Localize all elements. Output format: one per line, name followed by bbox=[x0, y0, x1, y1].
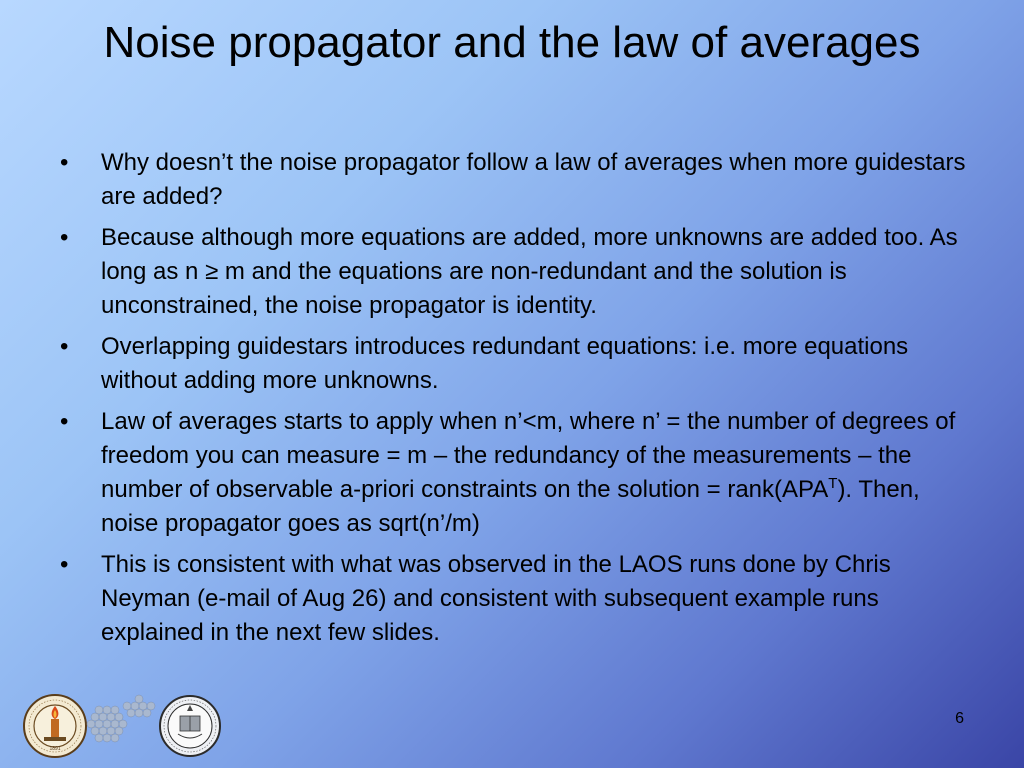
bullet-item-5 bbox=[60, 548, 970, 650]
bullet-text: Why doesn’t the noise propagator follow a law of averages when more guidestars are added? bbox=[101, 149, 966, 210]
bullet-text: ). Then, noise propagator goes as sqrt(n’/m) bbox=[101, 476, 920, 537]
superscript: T bbox=[828, 475, 838, 492]
logos bbox=[22, 692, 222, 760]
slide-title: Noise propagator and the law of averages bbox=[103, 18, 921, 67]
bullet-list bbox=[60, 146, 970, 650]
bullet-text: Because although more equations are added, more unknowns are added too. As long as n ≥ m and the equations are non-redundant and the solution is unconstrained, the noise propagator is identity. bbox=[101, 224, 958, 319]
bullet-text: Overlapping guidestars introduces redundant equations: i.e. more equations without adding more unknowns. bbox=[101, 333, 909, 394]
bullet-text: Law of averages starts to apply when n’<m, where n’ = the number of degrees of freedom you can measure = m – the redundancy of the measurements – the number of observable a-priori constraints on the solution = rank(APA bbox=[101, 408, 956, 503]
bullet-item-4 bbox=[60, 405, 970, 541]
uc-seal-icon bbox=[160, 696, 220, 756]
bullet-item-2 bbox=[60, 221, 970, 323]
bullet-item-3 bbox=[60, 330, 970, 398]
hexagonal-mirror-segments-icon bbox=[87, 695, 155, 742]
bullet-item-1 bbox=[60, 146, 970, 214]
bullet-text: This is consistent with what was observed in the LAOS runs done by Chris Neyman (e-mail of Aug 26) and consistent with subsequent example runs explained in the next few slides. bbox=[101, 551, 891, 646]
caltech-seal-icon bbox=[24, 695, 86, 757]
page-number: 6 bbox=[955, 710, 964, 727]
caltech-year: 1891 bbox=[49, 746, 61, 752]
